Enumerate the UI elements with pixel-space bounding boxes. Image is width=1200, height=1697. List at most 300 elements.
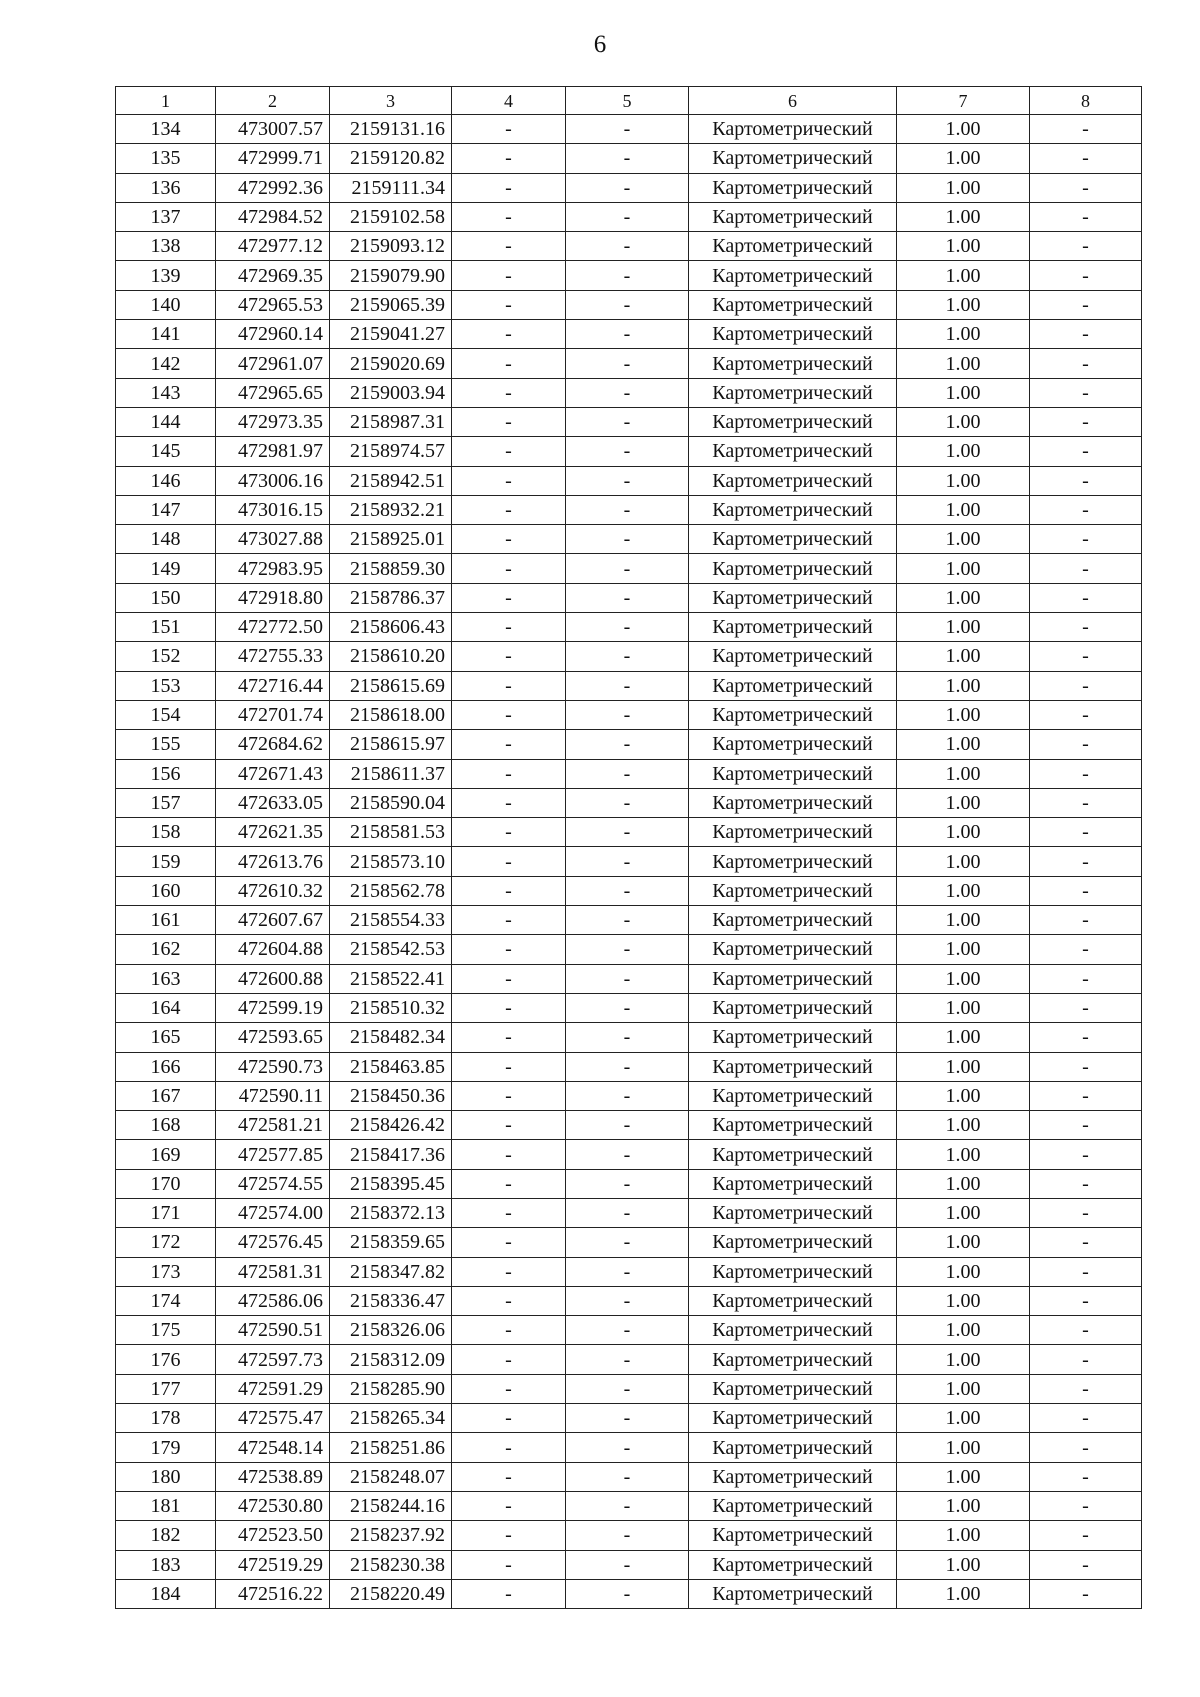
col-4-value-cell: - (452, 993, 566, 1022)
col-8-value-cell: - (1030, 1052, 1142, 1081)
col-8-value-cell: - (1030, 1491, 1142, 1520)
accuracy-cell: 1.00 (897, 554, 1030, 583)
col-5-value-cell: - (566, 613, 689, 642)
col-8-value-cell: - (1030, 378, 1142, 407)
method-cell: Картометрический (689, 583, 897, 612)
x-coordinate-cell: 472671.43 (216, 759, 330, 788)
accuracy-cell: 1.00 (897, 876, 1030, 905)
method-cell: Картометрический (689, 964, 897, 993)
y-coordinate-cell: 2158610.20 (330, 642, 452, 671)
col-4-value-cell: - (452, 1140, 566, 1169)
y-coordinate-cell: 2158312.09 (330, 1345, 452, 1374)
y-coordinate-cell: 2158359.65 (330, 1228, 452, 1257)
point-number-cell: 134 (116, 115, 216, 144)
col-5-value-cell: - (566, 788, 689, 817)
point-number-cell: 137 (116, 202, 216, 231)
col-8-value-cell: - (1030, 1404, 1142, 1433)
method-cell: Картометрический (689, 1286, 897, 1315)
col-8-value-cell: - (1030, 495, 1142, 524)
point-number-cell: 164 (116, 993, 216, 1022)
y-coordinate-cell: 2158932.21 (330, 495, 452, 524)
point-number-cell: 153 (116, 671, 216, 700)
table-header (116, 87, 1142, 115)
method-cell: Картометрический (689, 349, 897, 378)
point-number-cell: 169 (116, 1140, 216, 1169)
x-coordinate-cell: 472574.00 (216, 1198, 330, 1227)
y-coordinate-cell: 2159120.82 (330, 144, 452, 173)
accuracy-cell: 1.00 (897, 1316, 1030, 1345)
header-cell: 1 (116, 87, 216, 115)
table-row (116, 1491, 1142, 1520)
accuracy-cell: 1.00 (897, 115, 1030, 144)
col-5-value-cell: - (566, 1052, 689, 1081)
method-cell: Картометрический (689, 525, 897, 554)
accuracy-cell: 1.00 (897, 1198, 1030, 1227)
accuracy-cell: 1.00 (897, 1023, 1030, 1052)
y-coordinate-cell: 2158417.36 (330, 1140, 452, 1169)
x-coordinate-cell: 472992.36 (216, 173, 330, 202)
col-5-value-cell: - (566, 1491, 689, 1520)
table-row (116, 759, 1142, 788)
x-coordinate-cell: 472613.76 (216, 847, 330, 876)
y-coordinate-cell: 2158542.53 (330, 935, 452, 964)
col-4-value-cell: - (452, 1521, 566, 1550)
col-4-value-cell: - (452, 759, 566, 788)
col-4-value-cell: - (452, 935, 566, 964)
col-8-value-cell: - (1030, 1198, 1142, 1227)
y-coordinate-cell: 2158244.16 (330, 1491, 452, 1520)
col-4-value-cell: - (452, 261, 566, 290)
point-number-cell: 183 (116, 1550, 216, 1579)
method-cell: Картометрический (689, 1550, 897, 1579)
accuracy-cell: 1.00 (897, 583, 1030, 612)
col-5-value-cell: - (566, 407, 689, 436)
col-8-value-cell: - (1030, 935, 1142, 964)
col-5-value-cell: - (566, 349, 689, 378)
y-coordinate-cell: 2158510.32 (330, 993, 452, 1022)
table-row (116, 700, 1142, 729)
col-5-value-cell: - (566, 378, 689, 407)
point-number-cell: 161 (116, 906, 216, 935)
y-coordinate-cell: 2158326.06 (330, 1316, 452, 1345)
col-5-value-cell: - (566, 1316, 689, 1345)
x-coordinate-cell: 472581.31 (216, 1257, 330, 1286)
col-5-value-cell: - (566, 993, 689, 1022)
y-coordinate-cell: 2158265.34 (330, 1404, 452, 1433)
point-number-cell: 160 (116, 876, 216, 905)
col-4-value-cell: - (452, 173, 566, 202)
table-row (116, 1169, 1142, 1198)
x-coordinate-cell: 472755.33 (216, 642, 330, 671)
x-coordinate-cell: 473007.57 (216, 115, 330, 144)
col-5-value-cell: - (566, 495, 689, 524)
col-8-value-cell: - (1030, 1257, 1142, 1286)
accuracy-cell: 1.00 (897, 407, 1030, 436)
col-5-value-cell: - (566, 437, 689, 466)
y-coordinate-cell: 2158230.38 (330, 1550, 452, 1579)
point-number-cell: 141 (116, 320, 216, 349)
point-number-cell: 149 (116, 554, 216, 583)
accuracy-cell: 1.00 (897, 1374, 1030, 1403)
col-4-value-cell: - (452, 554, 566, 583)
method-cell: Картометрический (689, 1345, 897, 1374)
col-5-value-cell: - (566, 1081, 689, 1110)
method-cell: Картометрический (689, 613, 897, 642)
col-8-value-cell: - (1030, 1228, 1142, 1257)
method-cell: Картометрический (689, 1521, 897, 1550)
method-cell: Картометрический (689, 1228, 897, 1257)
y-coordinate-cell: 2158573.10 (330, 847, 452, 876)
point-number-cell: 179 (116, 1433, 216, 1462)
col-4-value-cell: - (452, 583, 566, 612)
table-row (116, 232, 1142, 261)
col-5-value-cell: - (566, 818, 689, 847)
col-8-value-cell: - (1030, 554, 1142, 583)
y-coordinate-cell: 2159093.12 (330, 232, 452, 261)
y-coordinate-cell: 2159041.27 (330, 320, 452, 349)
col-4-value-cell: - (452, 876, 566, 905)
point-number-cell: 162 (116, 935, 216, 964)
point-number-cell: 176 (116, 1345, 216, 1374)
col-5-value-cell: - (566, 583, 689, 612)
accuracy-cell: 1.00 (897, 1169, 1030, 1198)
col-8-value-cell: - (1030, 1169, 1142, 1198)
point-number-cell: 178 (116, 1404, 216, 1433)
table-row (116, 935, 1142, 964)
col-4-value-cell: - (452, 1374, 566, 1403)
col-4-value-cell: - (452, 1169, 566, 1198)
method-cell: Картометрический (689, 993, 897, 1022)
y-coordinate-cell: 2158285.90 (330, 1374, 452, 1403)
col-4-value-cell: - (452, 495, 566, 524)
point-number-cell: 143 (116, 378, 216, 407)
point-number-cell: 147 (116, 495, 216, 524)
col-4-value-cell: - (452, 1316, 566, 1345)
table-row (116, 788, 1142, 817)
table-row (116, 554, 1142, 583)
accuracy-cell: 1.00 (897, 613, 1030, 642)
col-4-value-cell: - (452, 1228, 566, 1257)
table-row (116, 906, 1142, 935)
x-coordinate-cell: 472973.35 (216, 407, 330, 436)
table-row (116, 1228, 1142, 1257)
col-5-value-cell: - (566, 320, 689, 349)
method-cell: Картометрический (689, 320, 897, 349)
method-cell: Картометрический (689, 730, 897, 759)
y-coordinate-cell: 2158220.49 (330, 1579, 452, 1608)
point-number-cell: 167 (116, 1081, 216, 1110)
col-5-value-cell: - (566, 232, 689, 261)
table-row (116, 876, 1142, 905)
accuracy-cell: 1.00 (897, 993, 1030, 1022)
point-number-cell: 182 (116, 1521, 216, 1550)
accuracy-cell: 1.00 (897, 1345, 1030, 1374)
col-8-value-cell: - (1030, 1521, 1142, 1550)
x-coordinate-cell: 472586.06 (216, 1286, 330, 1315)
method-cell: Картометрический (689, 935, 897, 964)
method-cell: Картометрический (689, 261, 897, 290)
accuracy-cell: 1.00 (897, 1140, 1030, 1169)
point-number-cell: 163 (116, 964, 216, 993)
table-row (116, 173, 1142, 202)
col-5-value-cell: - (566, 173, 689, 202)
header-cell: 2 (216, 87, 330, 115)
table-row (116, 407, 1142, 436)
col-4-value-cell: - (452, 349, 566, 378)
table-row (116, 1140, 1142, 1169)
x-coordinate-cell: 473016.15 (216, 495, 330, 524)
accuracy-cell: 1.00 (897, 261, 1030, 290)
accuracy-cell: 1.00 (897, 232, 1030, 261)
page-number: 6 (593, 31, 607, 58)
col-8-value-cell: - (1030, 730, 1142, 759)
table-row (116, 1257, 1142, 1286)
col-5-value-cell: - (566, 700, 689, 729)
col-5-value-cell: - (566, 1140, 689, 1169)
header-cell: 8 (1030, 87, 1142, 115)
x-coordinate-cell: 472621.35 (216, 818, 330, 847)
x-coordinate-cell: 472590.73 (216, 1052, 330, 1081)
point-number-cell: 150 (116, 583, 216, 612)
accuracy-cell: 1.00 (897, 642, 1030, 671)
y-coordinate-cell: 2158372.13 (330, 1198, 452, 1227)
point-number-cell: 173 (116, 1257, 216, 1286)
col-8-value-cell: - (1030, 788, 1142, 817)
accuracy-cell: 1.00 (897, 525, 1030, 554)
col-4-value-cell: - (452, 1491, 566, 1520)
table-row (116, 671, 1142, 700)
col-4-value-cell: - (452, 1198, 566, 1227)
col-8-value-cell: - (1030, 261, 1142, 290)
col-8-value-cell: - (1030, 613, 1142, 642)
method-cell: Картометрический (689, 407, 897, 436)
col-8-value-cell: - (1030, 173, 1142, 202)
point-number-cell: 181 (116, 1491, 216, 1520)
method-cell: Картометрический (689, 554, 897, 583)
col-8-value-cell: - (1030, 144, 1142, 173)
col-8-value-cell: - (1030, 1550, 1142, 1579)
method-cell: Картометрический (689, 788, 897, 817)
col-4-value-cell: - (452, 642, 566, 671)
x-coordinate-cell: 472575.47 (216, 1404, 330, 1433)
col-8-value-cell: - (1030, 1345, 1142, 1374)
y-coordinate-cell: 2158450.36 (330, 1081, 452, 1110)
x-coordinate-cell: 472591.29 (216, 1374, 330, 1403)
col-5-value-cell: - (566, 671, 689, 700)
col-4-value-cell: - (452, 1462, 566, 1491)
table-row (116, 1286, 1142, 1315)
point-number-cell: 184 (116, 1579, 216, 1608)
table-row (116, 1550, 1142, 1579)
col-5-value-cell: - (566, 554, 689, 583)
accuracy-cell: 1.00 (897, 1550, 1030, 1579)
method-cell: Картометрический (689, 1052, 897, 1081)
x-coordinate-cell: 472593.65 (216, 1023, 330, 1052)
col-8-value-cell: - (1030, 202, 1142, 231)
x-coordinate-cell: 472523.50 (216, 1521, 330, 1550)
col-4-value-cell: - (452, 407, 566, 436)
x-coordinate-cell: 472918.80 (216, 583, 330, 612)
point-number-cell: 180 (116, 1462, 216, 1491)
point-number-cell: 152 (116, 642, 216, 671)
x-coordinate-cell: 472984.52 (216, 202, 330, 231)
col-8-value-cell: - (1030, 437, 1142, 466)
point-number-cell: 170 (116, 1169, 216, 1198)
table-row (116, 583, 1142, 612)
accuracy-cell: 1.00 (897, 378, 1030, 407)
col-5-value-cell: - (566, 261, 689, 290)
method-cell: Картометрический (689, 1023, 897, 1052)
y-coordinate-cell: 2158974.57 (330, 437, 452, 466)
col-5-value-cell: - (566, 1169, 689, 1198)
y-coordinate-cell: 2158786.37 (330, 583, 452, 612)
y-coordinate-cell: 2158942.51 (330, 466, 452, 495)
method-cell: Картометрический (689, 290, 897, 319)
col-4-value-cell: - (452, 1345, 566, 1374)
x-coordinate-cell: 472701.74 (216, 700, 330, 729)
col-5-value-cell: - (566, 1198, 689, 1227)
x-coordinate-cell: 473027.88 (216, 525, 330, 554)
col-5-value-cell: - (566, 935, 689, 964)
accuracy-cell: 1.00 (897, 671, 1030, 700)
col-4-value-cell: - (452, 437, 566, 466)
table-row (116, 115, 1142, 144)
accuracy-cell: 1.00 (897, 964, 1030, 993)
col-4-value-cell: - (452, 290, 566, 319)
accuracy-cell: 1.00 (897, 935, 1030, 964)
col-8-value-cell: - (1030, 700, 1142, 729)
accuracy-cell: 1.00 (897, 1081, 1030, 1110)
x-coordinate-cell: 472577.85 (216, 1140, 330, 1169)
col-5-value-cell: - (566, 642, 689, 671)
x-coordinate-cell: 472965.53 (216, 290, 330, 319)
y-coordinate-cell: 2159111.34 (330, 173, 452, 202)
point-number-cell: 142 (116, 349, 216, 378)
point-number-cell: 166 (116, 1052, 216, 1081)
accuracy-cell: 1.00 (897, 320, 1030, 349)
header-cell: 5 (566, 87, 689, 115)
point-number-cell: 158 (116, 818, 216, 847)
col-4-value-cell: - (452, 906, 566, 935)
point-number-cell: 135 (116, 144, 216, 173)
method-cell: Картометрический (689, 1433, 897, 1462)
col-4-value-cell: - (452, 115, 566, 144)
table-row (116, 993, 1142, 1022)
col-8-value-cell: - (1030, 232, 1142, 261)
method-cell: Картометрический (689, 1169, 897, 1198)
method-cell: Картометрический (689, 1491, 897, 1520)
table-row (116, 1433, 1142, 1462)
x-coordinate-cell: 472604.88 (216, 935, 330, 964)
point-number-cell: 138 (116, 232, 216, 261)
accuracy-cell: 1.00 (897, 1433, 1030, 1462)
table-row (116, 1052, 1142, 1081)
method-cell: Картометрический (689, 876, 897, 905)
col-8-value-cell: - (1030, 1111, 1142, 1140)
x-coordinate-cell: 472983.95 (216, 554, 330, 583)
accuracy-cell: 1.00 (897, 466, 1030, 495)
col-4-value-cell: - (452, 613, 566, 642)
y-coordinate-cell: 2158463.85 (330, 1052, 452, 1081)
x-coordinate-cell: 472581.21 (216, 1111, 330, 1140)
col-4-value-cell: - (452, 788, 566, 817)
col-5-value-cell: - (566, 144, 689, 173)
accuracy-cell: 1.00 (897, 1579, 1030, 1608)
method-cell: Картометрический (689, 818, 897, 847)
col-8-value-cell: - (1030, 1433, 1142, 1462)
accuracy-cell: 1.00 (897, 906, 1030, 935)
col-5-value-cell: - (566, 290, 689, 319)
x-coordinate-cell: 472684.62 (216, 730, 330, 759)
method-cell: Картометрический (689, 671, 897, 700)
method-cell: Картометрический (689, 1462, 897, 1491)
accuracy-cell: 1.00 (897, 495, 1030, 524)
col-4-value-cell: - (452, 1111, 566, 1140)
y-coordinate-cell: 2158581.53 (330, 818, 452, 847)
col-8-value-cell: - (1030, 964, 1142, 993)
table-row (116, 437, 1142, 466)
point-number-cell: 154 (116, 700, 216, 729)
table-row (116, 261, 1142, 290)
y-coordinate-cell: 2158347.82 (330, 1257, 452, 1286)
col-4-value-cell: - (452, 1081, 566, 1110)
header-cell: 4 (452, 87, 566, 115)
y-coordinate-cell: 2159020.69 (330, 349, 452, 378)
table-row (116, 525, 1142, 554)
col-8-value-cell: - (1030, 1316, 1142, 1345)
col-5-value-cell: - (566, 1579, 689, 1608)
x-coordinate-cell: 472981.97 (216, 437, 330, 466)
col-4-value-cell: - (452, 1404, 566, 1433)
col-5-value-cell: - (566, 1462, 689, 1491)
point-number-cell: 145 (116, 437, 216, 466)
col-4-value-cell: - (452, 818, 566, 847)
accuracy-cell: 1.00 (897, 202, 1030, 231)
method-cell: Картометрический (689, 495, 897, 524)
col-4-value-cell: - (452, 671, 566, 700)
col-5-value-cell: - (566, 1404, 689, 1433)
header-row (116, 87, 1142, 115)
x-coordinate-cell: 472969.35 (216, 261, 330, 290)
y-coordinate-cell: 2158615.69 (330, 671, 452, 700)
method-cell: Картометрический (689, 700, 897, 729)
accuracy-cell: 1.00 (897, 818, 1030, 847)
table-row (116, 1198, 1142, 1227)
table-row (116, 1404, 1142, 1433)
col-8-value-cell: - (1030, 1140, 1142, 1169)
header-cell: 6 (689, 87, 897, 115)
accuracy-cell: 1.00 (897, 1228, 1030, 1257)
y-coordinate-cell: 2158562.78 (330, 876, 452, 905)
accuracy-cell: 1.00 (897, 700, 1030, 729)
method-cell: Картометрический (689, 906, 897, 935)
method-cell: Картометрический (689, 1374, 897, 1403)
x-coordinate-cell: 472607.67 (216, 906, 330, 935)
x-coordinate-cell: 472633.05 (216, 788, 330, 817)
y-coordinate-cell: 2158606.43 (330, 613, 452, 642)
col-8-value-cell: - (1030, 847, 1142, 876)
accuracy-cell: 1.00 (897, 847, 1030, 876)
point-number-cell: 146 (116, 466, 216, 495)
col-8-value-cell: - (1030, 320, 1142, 349)
col-8-value-cell: - (1030, 115, 1142, 144)
col-5-value-cell: - (566, 964, 689, 993)
accuracy-cell: 1.00 (897, 759, 1030, 788)
point-number-cell: 148 (116, 525, 216, 554)
y-coordinate-cell: 2158590.04 (330, 788, 452, 817)
col-5-value-cell: - (566, 1286, 689, 1315)
table-row (116, 290, 1142, 319)
